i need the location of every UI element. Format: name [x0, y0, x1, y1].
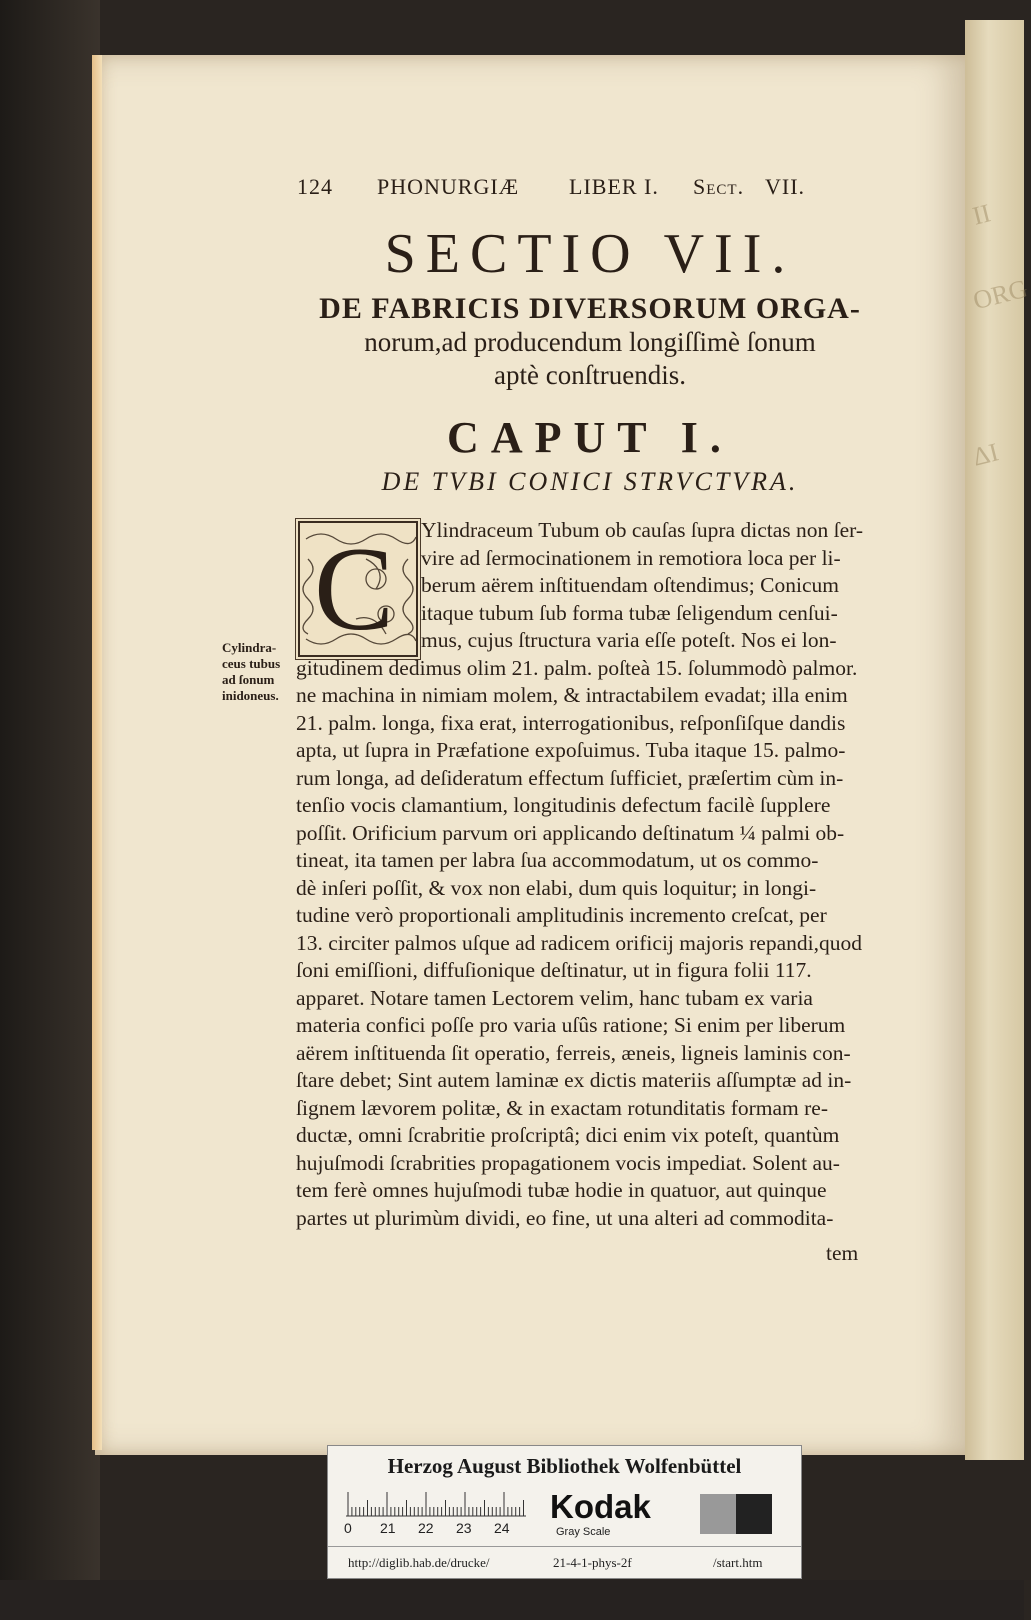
url-suffix: /start.htm: [713, 1555, 763, 1570]
header-liber: LIBER I.: [569, 174, 659, 199]
text-line: ſtare debet; Sint autem laminæ ex dictis materiis aſſumptæ ad in-: [296, 1068, 852, 1092]
section-title: SECTIO VII.: [384, 223, 796, 285]
scan-background: [0, 0, 100, 1620]
floral-ornament-icon: [296, 519, 420, 659]
page-edge: [92, 55, 102, 1450]
page-number: 124: [297, 174, 333, 199]
text-line: tudine verò proportionali amplitudinis incremento creſcat, per: [296, 903, 827, 927]
chapter-title: CAPUT I.: [447, 413, 733, 462]
text-line: 21. palm. longa, fixa erat, interrogationibus, reſponſiſque dandis: [296, 710, 846, 735]
text-line: tenſio vocis clamantium, longitudinis defectum facilè ſupplere: [296, 793, 831, 817]
text-line: berum aërem inſtituendam oſtendimus; Conicum: [421, 573, 839, 597]
text-line: materia confici poſſe pro varia uſûs ratione; Si enim per liberum: [296, 1013, 846, 1037]
text-line: tineat, ita tamen per labra ſua accommodatum, ut os commo-: [296, 848, 819, 872]
catchword: tem: [826, 1241, 859, 1265]
url-row: [328, 1546, 801, 1577]
running-header: [297, 174, 897, 208]
kodak-logo: Kodak: [550, 1488, 651, 1525]
tick-21: 21: [380, 1520, 396, 1536]
text-line: apta, ut ſupra in Præfatione expoſuimus. Tuba itaque 15. palmo-: [296, 738, 846, 762]
text-line: itaque tubum ſub forma tubæ ſeligendum cenſui-: [421, 600, 838, 625]
text-line: rum longa, ad deſideratum effectum ſufficiet, præſertim cùm in-: [296, 765, 844, 790]
text-line: ne machina in nimiam molem, & intractabilem evadat; illa enim: [296, 683, 848, 707]
ruler-scale: [346, 1490, 526, 1518]
margin-note-4: inidoneus.: [222, 688, 279, 703]
header-sect-label: Sect.: [693, 174, 745, 199]
facing-page: II ORG ΔI: [965, 20, 1024, 1460]
text-line: tem ferè omnes hujuſmodi tubæ hodie in quatuor, aut quinque: [296, 1178, 827, 1202]
tick-22: 22: [418, 1520, 434, 1536]
svg-text:C: C: [313, 522, 395, 655]
signature-text: 21-4-1-phys-2f: [553, 1555, 632, 1570]
text-line: 13. circiter palmos uſque ad radicem orificij majoris repandi,quod: [296, 930, 862, 955]
text-line: gitudinem dedimus olim 21. palm. poſteà 15. ſolummodò palmor.: [296, 655, 858, 680]
section-subtitle-2: norum,ad producendum longiſſimè ſonum: [364, 327, 816, 357]
margin-note-3: ad ſonum: [222, 672, 275, 687]
text-line: poſſit. Orificium parvum ori applicando deſtinatum ¼ palmi ob-: [296, 820, 845, 845]
header-book: PHONURGIÆ: [377, 174, 520, 199]
url-text: http://diglib.hab.de/drucke/: [348, 1555, 490, 1570]
text-line: partes ut plurimùm dividi, eo fine, ut una alteri ad commodita-: [296, 1205, 834, 1230]
scan-bottom: [0, 1580, 1024, 1620]
section-subtitle-3: aptè conſtruendis.: [494, 360, 686, 390]
gray-patch-dark: [736, 1494, 772, 1534]
header-sect-num: VII.: [765, 174, 806, 199]
decorated-initial: [295, 518, 421, 660]
library-name: Herzog August Bibliothek Wolfenbüttel: [387, 1454, 742, 1478]
text-line: hujuſmodi ſcrabrities propagationem vocis impediat. Solent au-: [296, 1150, 840, 1175]
text-line: vire ad ſermocinationem in remotiora loca per li-: [421, 545, 841, 570]
text-line: aërem inſtituenda ſit operatio, ferreis, æneis, ligneis laminis con-: [296, 1040, 851, 1065]
text-line: Ylindraceum Tubum ob cauſas ſupra dictas non ſer-: [421, 518, 864, 542]
text-line: apparet. Notare tamen Lectorem velim, hanc tubam ex varia: [296, 985, 813, 1010]
chapter-subtitle: DE TVBI CONICI STRVCTVRA.: [381, 467, 799, 496]
text-line: mus, cujus ſtructura varia eſſe poteſt. Nos ei lon-: [421, 628, 837, 652]
tick-0: 0: [344, 1520, 352, 1536]
text-line: dè inſeri poſſit, & vox non elabi, dum quis loquitur; in longi-: [296, 875, 817, 900]
text-line: ductæ, omni ſcrabritie proſcriptâ; dici enim vix poteſt, quantùm: [296, 1123, 840, 1147]
color-target-card: [327, 1445, 802, 1579]
gray-patch-light: [700, 1494, 736, 1534]
text-line: ſignem lævorem politæ, & in exactam rotunditatis formam re-: [296, 1095, 829, 1120]
margin-note-2: ceus tubus: [222, 656, 281, 671]
margin-note-1: Cylindra-: [222, 640, 277, 655]
text-line: ſoni emiſſioni, diffuſionique deſtinatur, ut in figura folii 117.: [296, 958, 812, 982]
tick-24: 24: [494, 1520, 510, 1536]
tick-23: 23: [456, 1520, 472, 1536]
section-subtitle-1: DE FABRICIS DIVERSORUM ORGA-: [319, 292, 861, 325]
gray-scale-label: Gray Scale: [556, 1526, 611, 1538]
